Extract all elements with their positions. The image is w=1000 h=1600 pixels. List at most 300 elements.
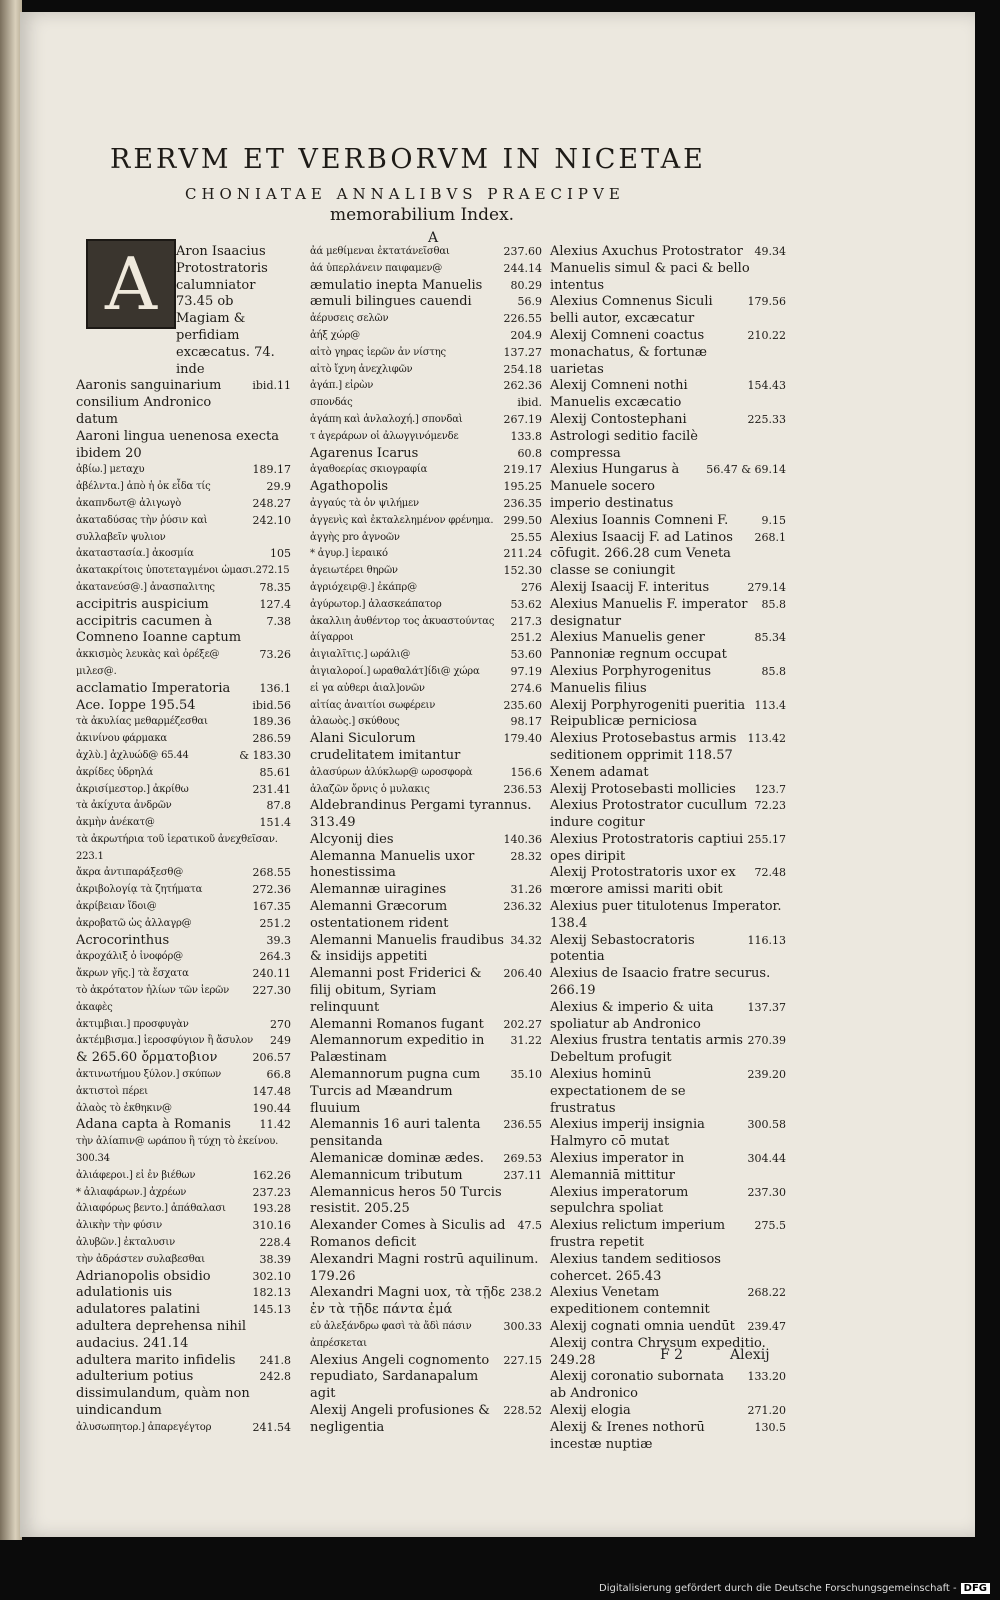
index-entry-term: ἀκρισίμεστορ.] ἀκρίθω bbox=[76, 783, 189, 795]
index-entry-term: ἀκαλλιη ἀυθέντορ τος ἀκυαστούντας bbox=[310, 615, 495, 627]
index-entry-reference: 85.8 bbox=[761, 597, 786, 611]
index-entry-reference: 231.41 bbox=[252, 782, 291, 796]
index-entry-term: Alexij Comneni nothi Manuelis excæcatio bbox=[550, 378, 688, 411]
index-entry-reference: 152.30 bbox=[503, 564, 542, 578]
index-entry bbox=[76, 479, 291, 496]
index-entry-term: Alexius imperator in Alemanniā mittitur bbox=[550, 1151, 685, 1183]
index-entry bbox=[310, 614, 542, 631]
index-entry bbox=[550, 1117, 786, 1151]
index-entry-term: Alexij coronatio subornata ab Andronico bbox=[550, 1369, 725, 1402]
index-entry-term: Adana capta à Romanis bbox=[76, 1117, 231, 1133]
index-entry bbox=[310, 580, 542, 597]
index-entry-reference: 78.35 bbox=[259, 580, 291, 594]
index-entry bbox=[550, 1420, 786, 1454]
index-entry-reference: 195.25 bbox=[503, 480, 542, 494]
index-entry-reference: 236.55 bbox=[503, 1118, 542, 1132]
index-entry-term: ἀίγαρροι bbox=[310, 632, 354, 644]
index-entry-reference: 270.39 bbox=[747, 1034, 786, 1048]
index-entry bbox=[550, 933, 786, 967]
index-entry bbox=[310, 244, 542, 261]
index-entry-term: Alexij cognati omnia uendūt bbox=[550, 1319, 735, 1334]
index-entry bbox=[550, 294, 786, 328]
index-entry-reference: 72.48 bbox=[754, 866, 786, 880]
index-title-line3: memorabilium Index. bbox=[330, 205, 515, 225]
index-entry-reference: 72.23 bbox=[754, 799, 786, 813]
index-entry-term: ἀλυβῶν.] ἐκταλυσιν bbox=[76, 1237, 175, 1249]
index-entry-reference: 38.39 bbox=[259, 1252, 291, 1266]
index-entry-term: Alexius Venetam expeditionem contemnit bbox=[550, 1285, 710, 1318]
index-entry-reference: 182.13 bbox=[252, 1286, 291, 1300]
index-entry-reference: 255.17 bbox=[747, 832, 786, 846]
index-entry-reference: 237.11 bbox=[503, 1168, 542, 1182]
index-entry-reference: 9.15 bbox=[761, 513, 786, 527]
index-entry-term: Alexij Isaacij F. interitus bbox=[550, 579, 710, 595]
index-entry-term: Alemanni Manuelis fraudibus & insidijs appetiti bbox=[310, 932, 504, 965]
index-entry-term: Acrocorinthus bbox=[76, 932, 170, 948]
index-entry-reference: 225.33 bbox=[747, 412, 786, 426]
index-entry bbox=[76, 698, 291, 715]
index-entry-term: Alexius Protostrator cucullum indure cogitur bbox=[550, 798, 748, 831]
decorated-initial-letter: A bbox=[105, 242, 157, 326]
index-entry bbox=[76, 782, 291, 799]
index-entry bbox=[76, 580, 291, 597]
index-entry-reference: 228.52 bbox=[503, 1403, 542, 1417]
index-entry-reference: 39.3 bbox=[266, 933, 291, 947]
index-entry-term: ἀλιαφόρως βεντο.] ἀπάθαλασι bbox=[76, 1203, 226, 1215]
index-entry bbox=[310, 966, 542, 1016]
index-entry bbox=[76, 378, 291, 428]
index-entry-term: Alexij Protosebasti mollicies bbox=[550, 781, 736, 797]
index-entry-term: ἀγάπ.] εἰρὼν bbox=[310, 380, 374, 392]
index-entry-term: Alexander Comes à Siculis ad Romanos deficit bbox=[310, 1218, 506, 1251]
index-entry bbox=[550, 1000, 786, 1034]
index-entry bbox=[310, 899, 542, 933]
index-entry-reference: 130.5 bbox=[754, 1420, 786, 1434]
index-entry bbox=[310, 1168, 542, 1185]
index-entry-term: ἄκρων γῆς.] τὰ ἔσχατα bbox=[76, 968, 189, 980]
index-entry bbox=[310, 765, 542, 782]
index-entry bbox=[310, 278, 542, 295]
index-entry-reference: 268.22 bbox=[747, 1286, 786, 1300]
index-entry-reference: 242.10 bbox=[252, 513, 291, 527]
index-entry bbox=[76, 1420, 291, 1437]
index-column-3 bbox=[550, 244, 786, 1453]
index-entry-term: Alexius puer titulotenus Imperator. 138.4 bbox=[550, 899, 782, 931]
index-entry-term: ἀγριόχειρ@.] ἐκάπρ@ bbox=[310, 581, 417, 593]
index-entry-reference: 189.17 bbox=[252, 463, 291, 477]
index-entry-term: Alexij Porphyrogeniti pueritia Reipublicæ perniciosa bbox=[550, 697, 746, 730]
index-entry bbox=[550, 328, 786, 378]
index-entry bbox=[76, 244, 291, 378]
index-entry-term: τὰ ἀκυλίας μεθαρμέζεσθαι bbox=[76, 716, 208, 728]
dfg-logo: DFG bbox=[961, 1583, 990, 1594]
index-entry-reference: 204.9 bbox=[510, 328, 542, 342]
index-entry bbox=[550, 1403, 786, 1420]
index-entry-term: Agathopolis bbox=[310, 479, 389, 495]
index-entry-reference: 113.4 bbox=[754, 698, 786, 712]
index-entry bbox=[550, 1185, 786, 1219]
index-entry bbox=[76, 1269, 291, 1286]
index-entry-reference: 310.16 bbox=[252, 1219, 291, 1233]
index-entry-reference: 53.62 bbox=[510, 597, 542, 611]
index-entry-reference: 236.53 bbox=[503, 782, 542, 796]
index-entry-term: Alexius & imperio & uita spoliatur ab Andronico bbox=[550, 999, 714, 1032]
index-entry-reference: 227.30 bbox=[252, 984, 291, 998]
index-entry-term: Aron Isaacius Protostratoris calumniator 73.45 ob Magiam & perfidiam excæcatus. 74. inde bbox=[176, 244, 275, 377]
index-entry-reference: 304.44 bbox=[747, 1152, 786, 1166]
index-entry-reference: 56.9 bbox=[517, 295, 542, 309]
index-entry-reference: 156.6 bbox=[510, 765, 542, 779]
index-entry bbox=[550, 1218, 786, 1252]
index-entry-term: accipitris cacumen à Comneno Ioanne captum bbox=[76, 613, 242, 646]
index-entry-reference: 251.2 bbox=[510, 631, 542, 645]
index-entry-reference: 286.59 bbox=[252, 732, 291, 746]
index-entry bbox=[550, 1252, 786, 1286]
index-entry bbox=[76, 1302, 291, 1319]
index-entry-reference: 189.36 bbox=[252, 715, 291, 729]
index-title-line2: CHONIATAE ANNALIBVS PRAECIPVE bbox=[185, 185, 625, 203]
index-entry-reference: 136.1 bbox=[259, 681, 291, 695]
index-entry-term: Alexius relictum imperium frustra repetit bbox=[550, 1218, 726, 1251]
credit-text: Digitalisierung gefördert durch die Deutsche Forschungsgemeinschaft - bbox=[599, 1583, 957, 1594]
index-entry-reference: 133.20 bbox=[747, 1370, 786, 1384]
index-entry-term: ἀλιάφεροι.] εἰ ἐν βιέθων bbox=[76, 1169, 196, 1181]
index-entry bbox=[550, 462, 786, 512]
signature-mark: F 2 bbox=[660, 1347, 684, 1363]
index-entry-term: ἀβίω.] μεταχυ bbox=[76, 464, 145, 476]
index-entry bbox=[76, 1353, 291, 1370]
index-entry bbox=[76, 1050, 291, 1067]
index-entry bbox=[76, 429, 291, 463]
index-entry bbox=[310, 1185, 542, 1219]
index-entry bbox=[310, 513, 542, 530]
index-entry bbox=[310, 832, 542, 849]
index-entry-term: accipitris auspicium bbox=[76, 596, 209, 612]
index-entry-term: Alemannis 16 auri talenta pensitanda bbox=[310, 1117, 481, 1150]
index-entry-term: Alcyonij dies bbox=[310, 831, 394, 847]
index-entry-reference: 35.10 bbox=[510, 1068, 542, 1082]
index-entry bbox=[310, 462, 542, 479]
index-entry-reference: 137.27 bbox=[503, 345, 542, 359]
index-entry-term: * ἀγυρ.] ἱεραικό bbox=[310, 548, 388, 560]
index-entry-reference: 268.55 bbox=[252, 866, 291, 880]
index-entry-reference: 31.22 bbox=[510, 1034, 542, 1048]
index-entry-term: ἀκαταδύσας τὴν ῥύσιν καὶ συλλαβεῖν ψυλιον bbox=[76, 514, 208, 543]
index-entry-reference: 271.20 bbox=[747, 1403, 786, 1417]
index-entry-reference: 29.9 bbox=[266, 480, 291, 494]
index-entry-reference: 244.14 bbox=[503, 261, 542, 275]
index-entry-term: Aldebrandinus Pergami tyrannus. 313.49 bbox=[310, 798, 532, 831]
index-entry-term: Alemannicum tributum bbox=[310, 1167, 463, 1183]
index-entry bbox=[550, 244, 786, 294]
index-entry-term: ἀκμὴν ἀνέκατ@ bbox=[76, 817, 155, 829]
index-entry-term: Alexius Hungarus à Manuele socero imperio destinatus bbox=[550, 462, 680, 511]
index-entry-reference: 85.8 bbox=[761, 664, 786, 678]
index-entry bbox=[310, 362, 542, 379]
index-entry bbox=[550, 1067, 786, 1117]
index-entry-reference: 264.3 bbox=[259, 950, 291, 964]
index-entry bbox=[550, 513, 786, 530]
section-letter: A bbox=[428, 230, 439, 246]
index-entry-term: Alexij Contostephani Astrologi seditio facilè compressa bbox=[550, 411, 698, 461]
index-entry-term: εὐ ἀλεξάνδρω φασὶ τὰ ἄδὶ πάσιν ἀπρέσκεται bbox=[310, 1321, 472, 1349]
index-entry-reference: 241.54 bbox=[252, 1420, 291, 1434]
index-entry-reference: 236.35 bbox=[503, 496, 542, 510]
index-entry-term: Alemanni post Friderici & filij obitum, Syriam relinquunt bbox=[310, 966, 482, 1015]
index-entry bbox=[550, 378, 786, 412]
index-entry bbox=[76, 714, 291, 731]
index-entry bbox=[310, 479, 542, 496]
index-column-1 bbox=[76, 244, 291, 1437]
index-entry-term: adultera marito infidelis bbox=[76, 1352, 236, 1368]
index-entry-reference: 274.6 bbox=[510, 681, 542, 695]
index-entry bbox=[550, 530, 786, 580]
index-entry bbox=[550, 798, 786, 832]
index-entry-reference: 238.2 bbox=[510, 1286, 542, 1300]
index-entry bbox=[76, 1252, 291, 1269]
index-entry-reference: 151.4 bbox=[259, 816, 291, 830]
index-entry-reference: 31.26 bbox=[510, 883, 542, 897]
index-entry bbox=[76, 1084, 291, 1101]
index-entry bbox=[310, 328, 542, 345]
index-entry bbox=[76, 1168, 291, 1185]
index-entry-term: εἰ γα αὐθερι ἀιαλ]ονῶν bbox=[310, 682, 425, 694]
index-entry-term: Alexius Angeli cognomento repudiato, Sardanapalum agit bbox=[310, 1352, 490, 1402]
index-entry-reference: 53.60 bbox=[510, 648, 542, 662]
index-entry-reference: 123.7 bbox=[754, 782, 786, 796]
index-entry-term: αἰτὸ ἴχνη ἀνεχλιφῶν bbox=[310, 363, 413, 375]
index-entry bbox=[76, 815, 291, 832]
index-entry-term: Alexius Porphyrogenitus Manuelis filius bbox=[550, 663, 712, 696]
index-entry bbox=[76, 1235, 291, 1252]
index-entry bbox=[76, 865, 291, 882]
index-entry-reference: 105 bbox=[270, 547, 291, 561]
index-entry bbox=[76, 647, 291, 681]
index-entry-term: * ἀλιαφάρων.] ἀχρέων bbox=[76, 1186, 187, 1198]
index-entry-reference: 97.19 bbox=[510, 664, 542, 678]
index-entry-reference: 154.43 bbox=[747, 379, 786, 393]
index-entry bbox=[76, 882, 291, 899]
book-page bbox=[20, 12, 975, 1537]
index-entry-reference: 206.40 bbox=[503, 967, 542, 981]
index-entry-reference: 248.27 bbox=[252, 496, 291, 510]
index-entry-reference: & 183.30 bbox=[239, 748, 291, 762]
index-entry-reference: 193.28 bbox=[252, 1202, 291, 1216]
index-entry bbox=[310, 731, 542, 765]
index-entry-term: Alexius Ioannis Comneni F. bbox=[550, 512, 729, 528]
index-entry-term: ἀκριβολογίᾳ τὰ ζητήματα bbox=[76, 884, 203, 896]
index-entry-reference: 219.17 bbox=[503, 463, 542, 477]
index-entry-reference: 98.17 bbox=[510, 715, 542, 729]
index-entry-reference: 237.30 bbox=[747, 1185, 786, 1199]
index-entry-reference: 113.42 bbox=[747, 732, 786, 746]
index-entry-term: adulationis uis bbox=[76, 1285, 173, 1301]
index-entry-reference: 254.18 bbox=[503, 362, 542, 376]
index-entry bbox=[76, 1285, 291, 1302]
index-entry-reference: 145.13 bbox=[252, 1303, 291, 1317]
index-entry-term: ἀγγαύς τὰ ὀν ψιλήμεν bbox=[310, 497, 419, 509]
index-entry-term: τὸ ἀκρότατον ἡλίων τῶν ἱερῶν ἀκαφὲς bbox=[76, 985, 229, 1013]
index-entry-term: ἀλαωὸς.] σκύθους bbox=[310, 716, 400, 728]
index-entry-reference: 116.13 bbox=[747, 933, 786, 947]
index-entry-reference: 242.8 bbox=[259, 1370, 291, 1384]
index-entry bbox=[76, 1017, 291, 1034]
index-entry-term: adulterium potius dissimulandum, quàm non uindicandum bbox=[76, 1369, 250, 1418]
index-entry-reference: 162.26 bbox=[252, 1168, 291, 1182]
index-entry bbox=[76, 1218, 291, 1235]
index-entry bbox=[550, 1033, 786, 1067]
index-entry-term: æmuli bilingues cauendi bbox=[310, 294, 472, 310]
index-entry bbox=[76, 563, 291, 580]
index-entry bbox=[310, 1403, 542, 1437]
index-entry-reference: 279.14 bbox=[747, 580, 786, 594]
index-entry-term: Alemanna Manuelis uxor honestissima bbox=[310, 848, 475, 881]
index-entry-term: Alani Siculorum crudelitatem imitantur bbox=[310, 731, 461, 763]
index-entry-reference: 179.56 bbox=[747, 295, 786, 309]
book-page-edge bbox=[0, 0, 22, 1540]
index-entry-term: Alemanicæ dominæ ædes. bbox=[310, 1151, 484, 1167]
index-entry-term: Alexius imperatorum sepulchra spoliat bbox=[550, 1184, 689, 1217]
index-entry-reference: 56.47 & 69.14 bbox=[706, 463, 786, 477]
index-entry-term: Alexij Sebastocratoris potentia bbox=[550, 932, 695, 965]
index-entry-reference: ibid.56 bbox=[252, 698, 291, 712]
index-entry-term: τὴν ἀλίαπιν@ ωράπου ἢ τύχη τὸ ἐκείνου. 300.34 bbox=[76, 1136, 279, 1165]
index-entry bbox=[76, 546, 291, 563]
index-entry-term: ἀιγιαλῖτις.] ωράλι@ bbox=[310, 649, 411, 661]
index-entry-reference: 270 bbox=[270, 1017, 291, 1031]
index-entry-reference: 137.37 bbox=[747, 1000, 786, 1014]
index-entry bbox=[310, 798, 542, 832]
index-entry bbox=[550, 865, 786, 899]
index-entry bbox=[550, 1285, 786, 1319]
index-entry-reference: 226.55 bbox=[503, 312, 542, 326]
index-entry bbox=[310, 261, 542, 278]
index-entry-reference: 236.32 bbox=[503, 900, 542, 914]
index-entry-term: adultera deprehensa nihil audacius. 241.14 bbox=[76, 1319, 247, 1351]
index-entry bbox=[310, 1117, 542, 1151]
index-column-2 bbox=[310, 244, 542, 1437]
index-entry bbox=[76, 614, 291, 648]
index-entry-term: & 265.60 ὄρματοβιον bbox=[76, 1050, 218, 1066]
index-entry bbox=[310, 681, 542, 698]
index-entry-reference: 47.5 bbox=[517, 1219, 542, 1233]
index-entry-term: Alexij elogia bbox=[550, 1402, 631, 1418]
index-entry-reference: 85.34 bbox=[754, 631, 786, 645]
index-entry-term: adulatores palatini bbox=[76, 1302, 201, 1318]
index-entry-term: Alexius Manuelis gener Pannoniæ regnum occupat bbox=[550, 630, 727, 663]
index-entry bbox=[550, 966, 786, 1000]
index-entry-term: ἀκαταστασία.] ἀκοσμία bbox=[76, 548, 194, 560]
index-entry-term: Alemannicus heros 50 Turcis resistit. 205.25 bbox=[310, 1184, 502, 1217]
index-entry-term: ἀλικὴν τὴν φύσιν bbox=[76, 1220, 162, 1232]
index-entry-reference: 28.32 bbox=[510, 849, 542, 863]
index-entry-term: ἀκαπνδωτ@ ἀλιγωγὸ bbox=[76, 497, 182, 509]
index-entry-reference: 25.55 bbox=[510, 530, 542, 544]
index-entry bbox=[310, 1067, 542, 1117]
index-entry bbox=[550, 597, 786, 631]
index-entry bbox=[310, 630, 542, 647]
index-entry bbox=[310, 597, 542, 614]
index-entry-reference: 66.8 bbox=[266, 1068, 291, 1082]
index-entry-term: ἀγγὴς pro ἀγνοῶν bbox=[310, 531, 400, 543]
index-entry-reference: 300.58 bbox=[747, 1118, 786, 1132]
index-entry bbox=[310, 429, 542, 446]
index-entry-term: Adrianopolis obsidio bbox=[76, 1268, 211, 1284]
index-entry-term: Alexius Isaacij F. ad Latinos cōfugit. 266.28 cum Veneta classe se coniungit bbox=[550, 529, 733, 579]
index-entry-term: Alexandri Magni uox, τὰ τῇδε ἐν τὰ τῇδε πάντα ἐμά bbox=[310, 1285, 506, 1318]
index-entry-reference: 211.24 bbox=[503, 547, 542, 561]
index-entry-reference: 140.36 bbox=[503, 832, 542, 846]
index-entry-term: Alexius Manuelis F. imperator designatur bbox=[550, 596, 748, 629]
index-entry bbox=[76, 462, 291, 479]
index-entry bbox=[310, 530, 542, 547]
index-entry-term: ἀκρίδες ὑδρηλά bbox=[76, 766, 154, 778]
index-entry-reference: 85.61 bbox=[259, 765, 291, 779]
index-entry-term: Alexij Angeli profusiones & negligentia bbox=[310, 1402, 490, 1435]
index-entry-reference: 206.57 bbox=[252, 1051, 291, 1065]
index-entry-term: Alexandri Magni rostrū aquilinum. 179.26 bbox=[310, 1251, 539, 1284]
index-entry-term: αἰτίας ἀναιτίοι σωφέρειν bbox=[310, 699, 436, 711]
index-entry-term: Alexius frustra tentatis armis Debeltum profugit bbox=[550, 1033, 743, 1066]
index-entry bbox=[310, 933, 542, 967]
index-entry bbox=[310, 882, 542, 899]
index-entry bbox=[310, 546, 542, 563]
index-entry-term: ἀκροβατῶ ὡς ἀλλαγρ@ bbox=[76, 917, 192, 929]
index-entry-reference: 49.34 bbox=[754, 245, 786, 258]
index-entry bbox=[550, 832, 786, 866]
index-entry-reference: 217.3 bbox=[510, 614, 542, 628]
index-entry-reference: 179.40 bbox=[503, 732, 542, 746]
index-entry bbox=[310, 1151, 542, 1168]
index-entry-term: Alemannæ uiragines bbox=[310, 882, 447, 898]
index-entry-term: ἀά ὑπερλάνειν παιφαμεν@ bbox=[310, 262, 443, 274]
index-entry bbox=[76, 966, 291, 983]
index-entry-term: ἀγγενὶς καὶ ἐκταλελημένον φρένημα. bbox=[310, 514, 494, 526]
index-entry bbox=[76, 1319, 291, 1353]
index-entry-term: Alexius Protostratoris captiui opes diripit bbox=[550, 831, 744, 864]
index-entry-term: ἀκτέμβισμα.] ἱεροσφύγιον ἢ ἄσυλον bbox=[76, 1035, 254, 1047]
index-entry-term: ἀκτιστοὶ πέρει bbox=[76, 1085, 148, 1097]
index-entry-reference: 299.50 bbox=[503, 513, 542, 527]
index-entry-reference: 7.38 bbox=[266, 614, 291, 628]
index-entry bbox=[76, 798, 291, 815]
index-entry-term: Aaronis sanguinarium consilium Andronico datum bbox=[76, 378, 222, 427]
index-entry-term: Alexij contra Chrysum expeditio. 249.28 bbox=[550, 1335, 766, 1368]
index-entry-term: ἀκατακρίτοις ὑποτεταγμένοι ὠμασι.272.15 bbox=[76, 565, 290, 577]
index-entry bbox=[550, 412, 786, 462]
index-entry-term: ἀγάπη καὶ ἀνλαλοχή.] σπονδαὶ bbox=[310, 413, 463, 425]
index-entry-term: τ ἀγεράρων οἱ ἀλωγγινόμενδε bbox=[310, 430, 459, 442]
index-entry bbox=[76, 949, 291, 966]
index-entry bbox=[76, 1201, 291, 1218]
index-entry bbox=[310, 698, 542, 715]
index-entry-term: ἀκρίβειαν ἴδοι@ bbox=[76, 901, 157, 913]
index-entry bbox=[310, 1353, 542, 1403]
index-entry-reference: 249 bbox=[270, 1034, 291, 1048]
index-entry-term: ἀά μεθίμεναι ἐκτατάνεῖσθαι bbox=[310, 246, 450, 257]
index-entry-term: Alexij Comneni coactus monachatus, & fortunæ uarietas bbox=[550, 327, 707, 377]
index-entry bbox=[76, 513, 291, 547]
index-entry-reference: 202.27 bbox=[503, 1017, 542, 1031]
index-entry bbox=[310, 395, 542, 412]
index-entry bbox=[550, 698, 786, 732]
index-entry-reference: 251.2 bbox=[259, 916, 291, 930]
index-entry bbox=[310, 1017, 542, 1034]
index-entry bbox=[76, 731, 291, 748]
index-entry-reference: 276 bbox=[521, 580, 542, 594]
index-title-line1: RERVM ET VERBORVM IN NICETAE bbox=[110, 144, 706, 175]
index-entry bbox=[550, 899, 786, 933]
